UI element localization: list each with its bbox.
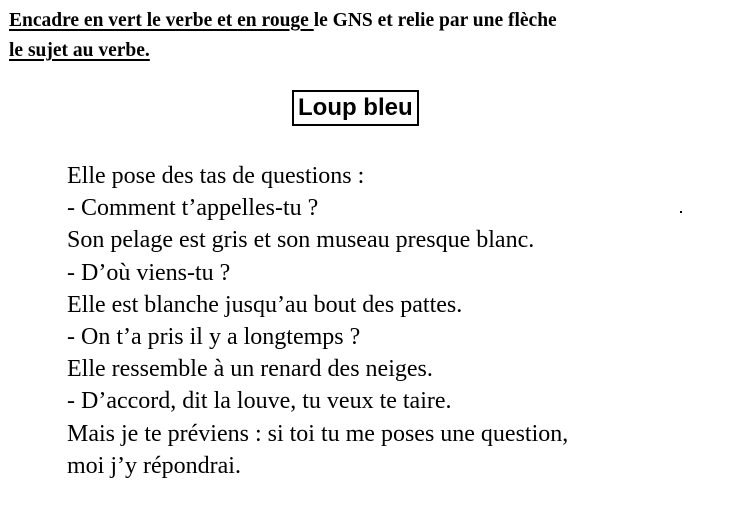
instruction-text-en-rouge: en rouge [237,10,314,31]
instruction-text-2: le GNS et relie par une flèche [313,10,557,31]
page-title: Loup bleu [292,90,419,126]
text-line: - Comment t’appelles-tu ? [67,195,319,222]
text-line: Elle est blanche jusqu’au bout des pattes. [67,291,463,318]
scan-speck [680,211,682,213]
text-line: - On t’a pris il y a longtemps ? [67,324,361,351]
text-line: Son pelage est gris et son museau presque blanc. [67,227,535,254]
instruction-line-1 [9,6,724,36]
text-line: moi j’y répondrai. [67,452,241,479]
text-line: - D’où viens-tu ? [67,259,231,286]
story-text [67,160,717,482]
instruction-text-1: Encadre en vert le verbe et [9,10,238,31]
instruction-line-2: le sujet au verbe. [9,40,150,61]
instruction [9,6,724,66]
text-line: Mais je te préviens : si toi tu me poses une question, [67,420,569,447]
text-line: - D’accord, dit la louve, tu veux te taire. [67,388,452,415]
text-line: Elle ressemble à un renard des neiges. [67,356,433,383]
text-line: Elle pose des tas de questions : [67,163,365,189]
